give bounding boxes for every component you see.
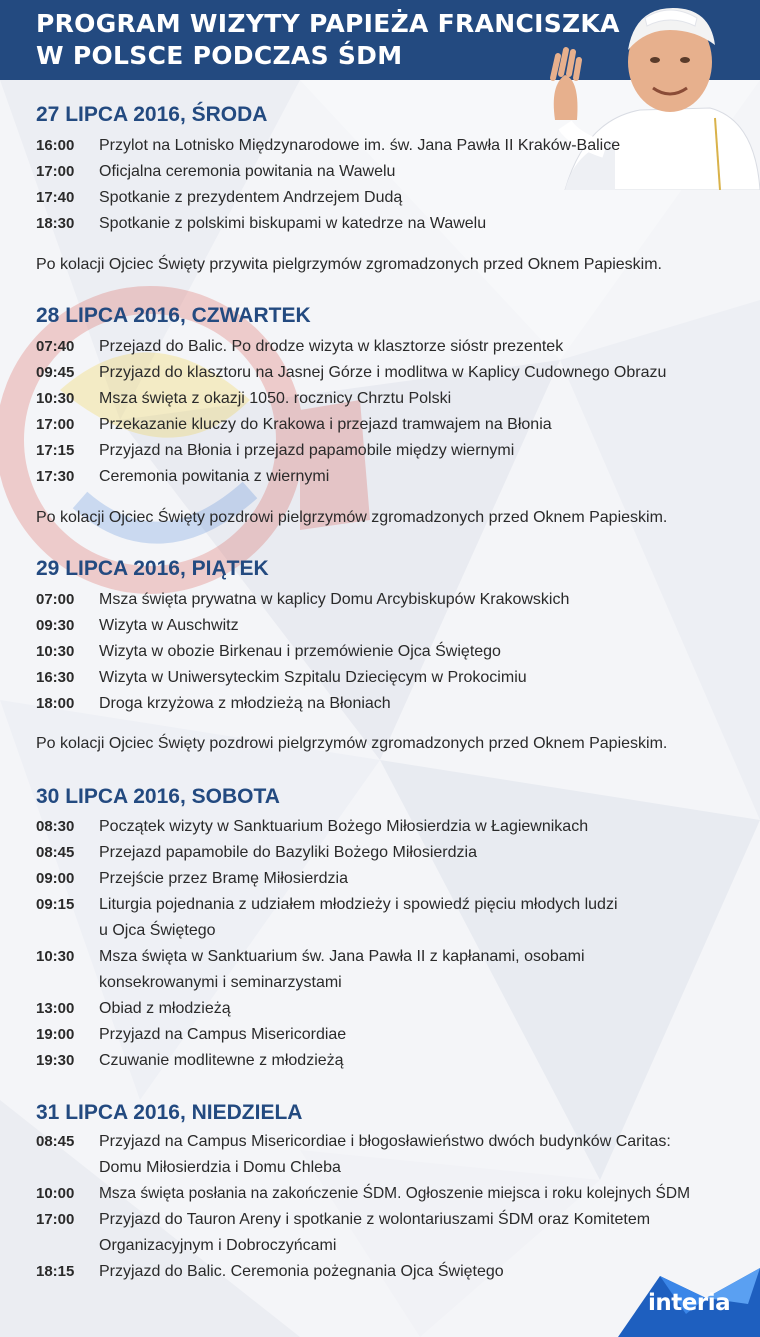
event-time: 19:00 — [36, 1026, 75, 1043]
title-line-1: PROGRAM WIZYTY PAPIEŻA FRANCISZKA — [36, 9, 620, 38]
event-description-continued: konsekrowanymi i seminarzystami — [99, 974, 342, 991]
event-description: Czuwanie modlitewne z młodzieżą — [99, 1052, 344, 1069]
event-time: 10:00 — [36, 1185, 75, 1202]
event-time: 09:00 — [36, 870, 75, 887]
event-time: 09:45 — [36, 364, 75, 381]
event-time: 08:30 — [36, 818, 75, 835]
event-description: Przekazanie kluczy do Krakowa i przejazd tramwajem na Błonia — [99, 416, 552, 433]
day-heading: 28 LIPCA 2016, CZWARTEK — [36, 304, 311, 327]
event-description: Przyjazd do klasztoru na Jasnej Górze i modlitwa w Kaplicy Cudownego Obrazu — [99, 364, 667, 381]
event-time: 19:30 — [36, 1052, 75, 1069]
event-description: Msza święta w Sanktuarium św. Jana Pawła II z kapłanami, osobami — [99, 948, 585, 965]
event-time: 09:15 — [36, 896, 75, 913]
day-heading: 27 LIPCA 2016, ŚRODA — [36, 103, 268, 126]
title-line-2: W POLSCE PODCZAS ŚDM — [36, 41, 403, 70]
event-time: 17:15 — [36, 442, 75, 459]
event-time: 17:00 — [36, 163, 75, 180]
page-title — [36, 8, 636, 72]
event-time: 10:30 — [36, 643, 75, 660]
event-description: Ceremonia powitania z wiernymi — [99, 468, 330, 485]
event-description: Oficjalna ceremonia powitania na Wawelu — [99, 163, 396, 180]
event-description: Obiad z młodzieżą — [99, 1000, 231, 1017]
event-time: 07:40 — [36, 338, 75, 355]
event-description: Przejście przez Bramę Miłosierdzia — [99, 870, 348, 887]
event-time: 13:00 — [36, 1000, 75, 1017]
day-heading: 29 LIPCA 2016, PIĄTEK — [36, 557, 269, 580]
logo-text: interia — [648, 1290, 731, 1316]
event-description: Msza święta prywatna w kaplicy Domu Arcybiskupów Krakowskich — [99, 591, 570, 608]
event-time: 10:30 — [36, 390, 75, 407]
event-description: Przylot na Lotnisko Międzynarodowe im. św. Jana Pawła II Kraków-Balice — [99, 137, 621, 154]
event-time: 18:00 — [36, 695, 75, 712]
event-description-continued: Domu Miłosierdzia i Domu Chleba — [99, 1159, 341, 1176]
event-description: Przyjazd na Campus Misericordiae — [99, 1026, 347, 1043]
event-description: Przejazd papamobile do Bazyliki Bożego Miłosierdzia — [99, 844, 477, 861]
event-description: Przejazd do Balic. Po drodze wizyta w klasztorze sióstr prezentek — [99, 338, 564, 355]
day-note: Po kolacji Ojciec Święty pozdrowi pielgrzymów zgromadzonych przed Oknem Papieskim. — [36, 509, 668, 526]
event-time: 08:45 — [36, 1133, 75, 1150]
event-time: 17:00 — [36, 1211, 75, 1228]
event-description: Przyjazd do Tauron Areny i spotkanie z wolontariuszami ŚDM oraz Komitetem — [99, 1211, 651, 1228]
interia-logo[interactable] — [598, 1268, 760, 1337]
event-time: 17:40 — [36, 189, 75, 206]
event-time: 17:30 — [36, 468, 75, 485]
event-time: 17:00 — [36, 416, 75, 433]
event-time: 08:45 — [36, 844, 75, 861]
day-note: Po kolacji Ojciec Święty przywita pielgrzymów zgromadzonych przed Oknem Papieskim. — [36, 256, 662, 273]
event-description-continued: Organizacyjnym i Dobroczyńcami — [99, 1237, 337, 1254]
event-description: Wizyta w obozie Birkenau i przemówienie Ojca Świętego — [99, 643, 501, 660]
event-description: Przyjazd do Balic. Ceremonia pożegnania Ojca Świętego — [99, 1263, 504, 1280]
event-time: 16:30 — [36, 669, 75, 686]
event-description: Droga krzyżowa z młodzieżą na Błoniach — [99, 695, 391, 712]
event-description: Spotkanie z polskimi biskupami w katedrze na Wawelu — [99, 215, 487, 232]
event-time: 18:30 — [36, 215, 75, 232]
event-time: 07:00 — [36, 591, 75, 608]
event-description: Msza święta z okazji 1050. rocznicy Chrztu Polski — [99, 390, 452, 407]
event-description: Msza święta posłania na zakończenie ŚDM. Ogłoszenie miejsca i roku kolejnych ŚDM — [99, 1185, 690, 1202]
event-description: Przyjazd na Błonia i przejazd papamobile między wiernymi — [99, 442, 515, 459]
day-heading: 30 LIPCA 2016, SOBOTA — [36, 785, 280, 808]
event-description: Wizyta w Auschwitz — [99, 617, 239, 634]
event-description: Wizyta w Uniwersyteckim Szpitalu Dziecięcym w Prokocimiu — [99, 669, 527, 686]
event-time: 18:15 — [36, 1263, 75, 1280]
event-description-continued: u Ojca Świętego — [99, 922, 216, 939]
event-time: 10:30 — [36, 948, 75, 965]
event-time: 16:00 — [36, 137, 75, 154]
event-time: 09:30 — [36, 617, 75, 634]
event-description: Początek wizyty w Sanktuarium Bożego Miłosierdzia w Łagiewnikach — [99, 818, 589, 835]
event-description: Liturgia pojednania z udziałem młodzieży i spowiedź pięciu młodych ludzi — [99, 896, 618, 913]
day-note: Po kolacji Ojciec Święty pozdrowi pielgrzymów zgromadzonych przed Oknem Papieskim. — [36, 735, 668, 752]
day-heading: 31 LIPCA 2016, NIEDZIELA — [36, 1101, 303, 1124]
event-description: Przyjazd na Campus Misericordiae i błogosławieństwo dwóch budynków Caritas: — [99, 1133, 671, 1150]
event-description: Spotkanie z prezydentem Andrzejem Dudą — [99, 189, 403, 206]
